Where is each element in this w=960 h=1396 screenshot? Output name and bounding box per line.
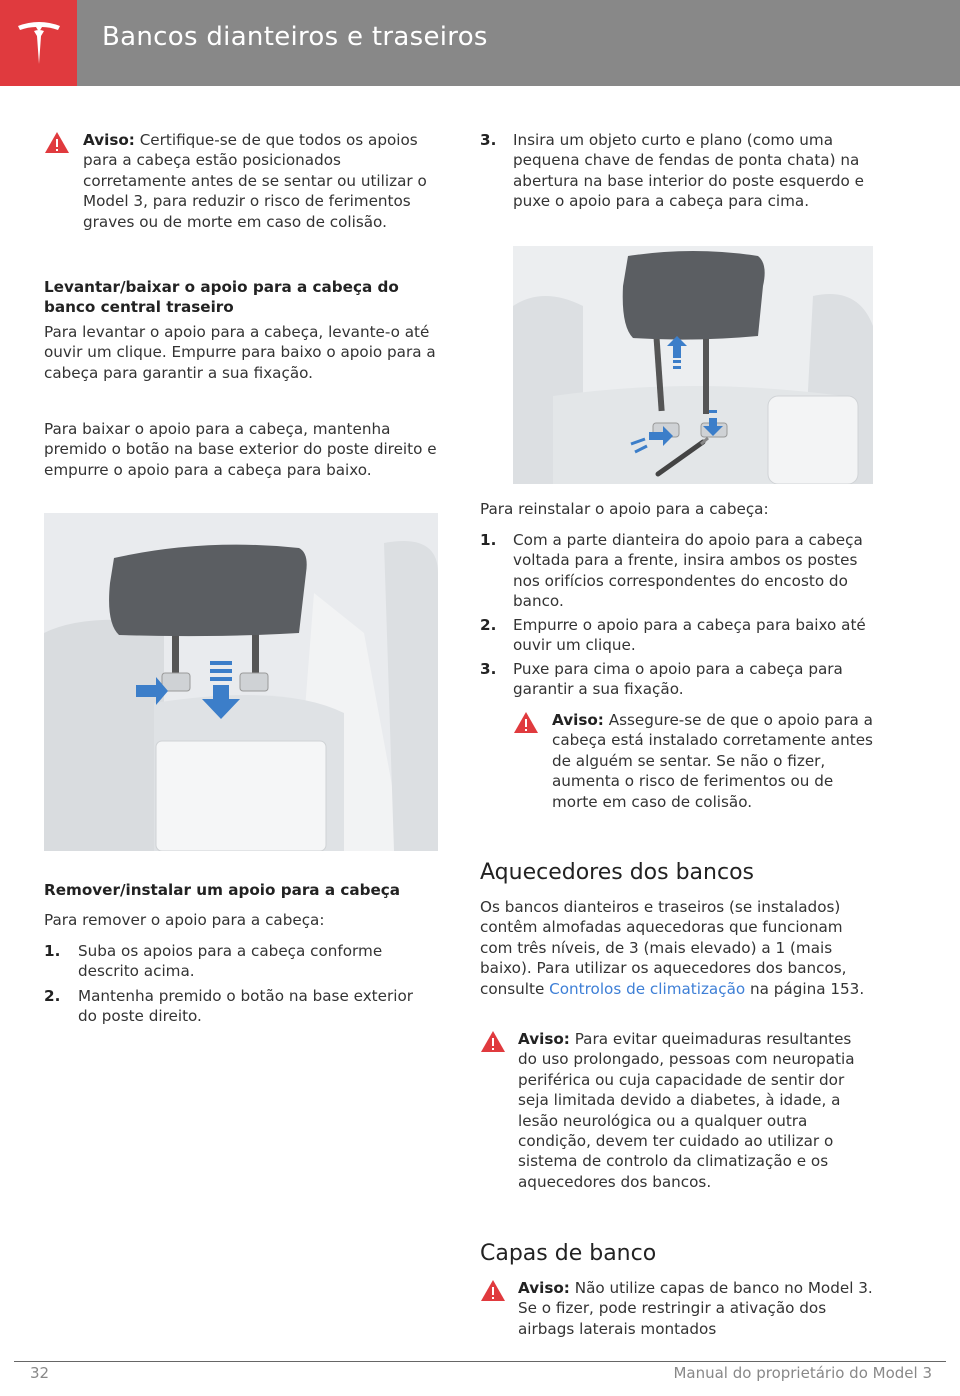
- page-title: Bancos dianteiros e traseiros: [102, 22, 488, 52]
- warning-triangle-icon: [513, 711, 539, 734]
- page-header: [0, 0, 960, 86]
- figure-headrest-remove: [513, 246, 873, 484]
- page-number: 32: [30, 1364, 50, 1382]
- section-heading-remove-install: Remover/instalar um apoio para a cabeça: [44, 881, 401, 899]
- brand-logo: [0, 0, 77, 86]
- section-heading-raise-lower: Levantar/baixar o apoio para a cabeça do banco central traseiro: [44, 278, 399, 317]
- warning-label: Aviso:: [518, 1030, 570, 1048]
- paragraph-seat-heaters: Os bancos dianteiros e traseiros (se instalados) contêm almofadas aquecedoras que funcionam com três níveis, de 3 (mais elevado) a 1 (mais baixo). Para utilizar os aquecedores dos bancos, consulte Controlos de climatização na página 153.: [480, 898, 865, 998]
- warning-triangle-icon: [480, 1030, 506, 1053]
- headrest-remove-illustration: [513, 246, 873, 484]
- link-climate-controls[interactable]: Controlos de climatização: [549, 979, 746, 998]
- warning-headrest-installed: [513, 710, 873, 812]
- paragraph-remove-intro: Para remover o apoio para a cabeça:: [44, 911, 325, 929]
- paragraph-raise: Para levantar o apoio para a cabeça, levante-o até ouvir um clique. Empurre para baixo o apoio para a cabeça para garantir a sua fixação.: [44, 323, 436, 382]
- paragraph-lower: Para baixar o apoio para a cabeça, mantenha premido o botão na base exterior do poste direito e empurre o apoio para a cabeça para baixo.: [44, 420, 437, 479]
- paragraph-reinstall-intro: Para reinstalar o apoio para a cabeça:: [480, 500, 769, 518]
- warning-text: Certifique-se de que todos os apoios para a cabeça estão posicionados corretamente antes de se sentar ou utilizar o Model 3, para reduzir o risco de ferimentos graves ou de morte em caso de colisão.: [83, 131, 427, 231]
- warning-label: Aviso:: [518, 1279, 570, 1297]
- warning-seat-covers: [480, 1278, 874, 1339]
- warning-label: Aviso:: [552, 711, 604, 729]
- warning-triangle-icon: [44, 131, 70, 154]
- warning-burns: [480, 1029, 874, 1192]
- warning-text: Não utilize capas de banco no Model 3. Se o fizer, pode restringir a ativação dos airbags laterais montados: [518, 1279, 873, 1338]
- footer-divider: [14, 1361, 946, 1362]
- warning-text: Assegure-se de que o apoio para a cabeça está instalado corretamente antes de alguém se sentar. Se não o fizer, aumenta o risco de ferimentos ou de morte em caso de colisão.: [552, 711, 873, 811]
- tesla-logo-icon: [14, 18, 64, 68]
- warning-text: Para evitar queimaduras resultantes do uso prolongado, pessoas com neuropatia periférica ou cuja capacidade de sentir dor seja limitada devido a diabetes, à idade, a lesão neurológica ou a qualquer outra condição, devem ter cuidado ao utilizar o sistema de controlo da climatização e os aquecedores dos bancos.: [518, 1030, 855, 1191]
- section-heading-seat-covers: Capas de banco: [480, 1241, 657, 1266]
- warning-label: Aviso:: [83, 131, 135, 149]
- headrest-lower-illustration: [44, 513, 438, 851]
- section-heading-seat-heaters: Aquecedores dos bancos: [480, 860, 755, 885]
- warning-triangle-icon: [480, 1279, 506, 1302]
- footer-manual-title: Manual do proprietário do Model 3: [673, 1364, 932, 1382]
- warning-headrest-position: [44, 130, 438, 232]
- figure-headrest-lower: [44, 513, 438, 851]
